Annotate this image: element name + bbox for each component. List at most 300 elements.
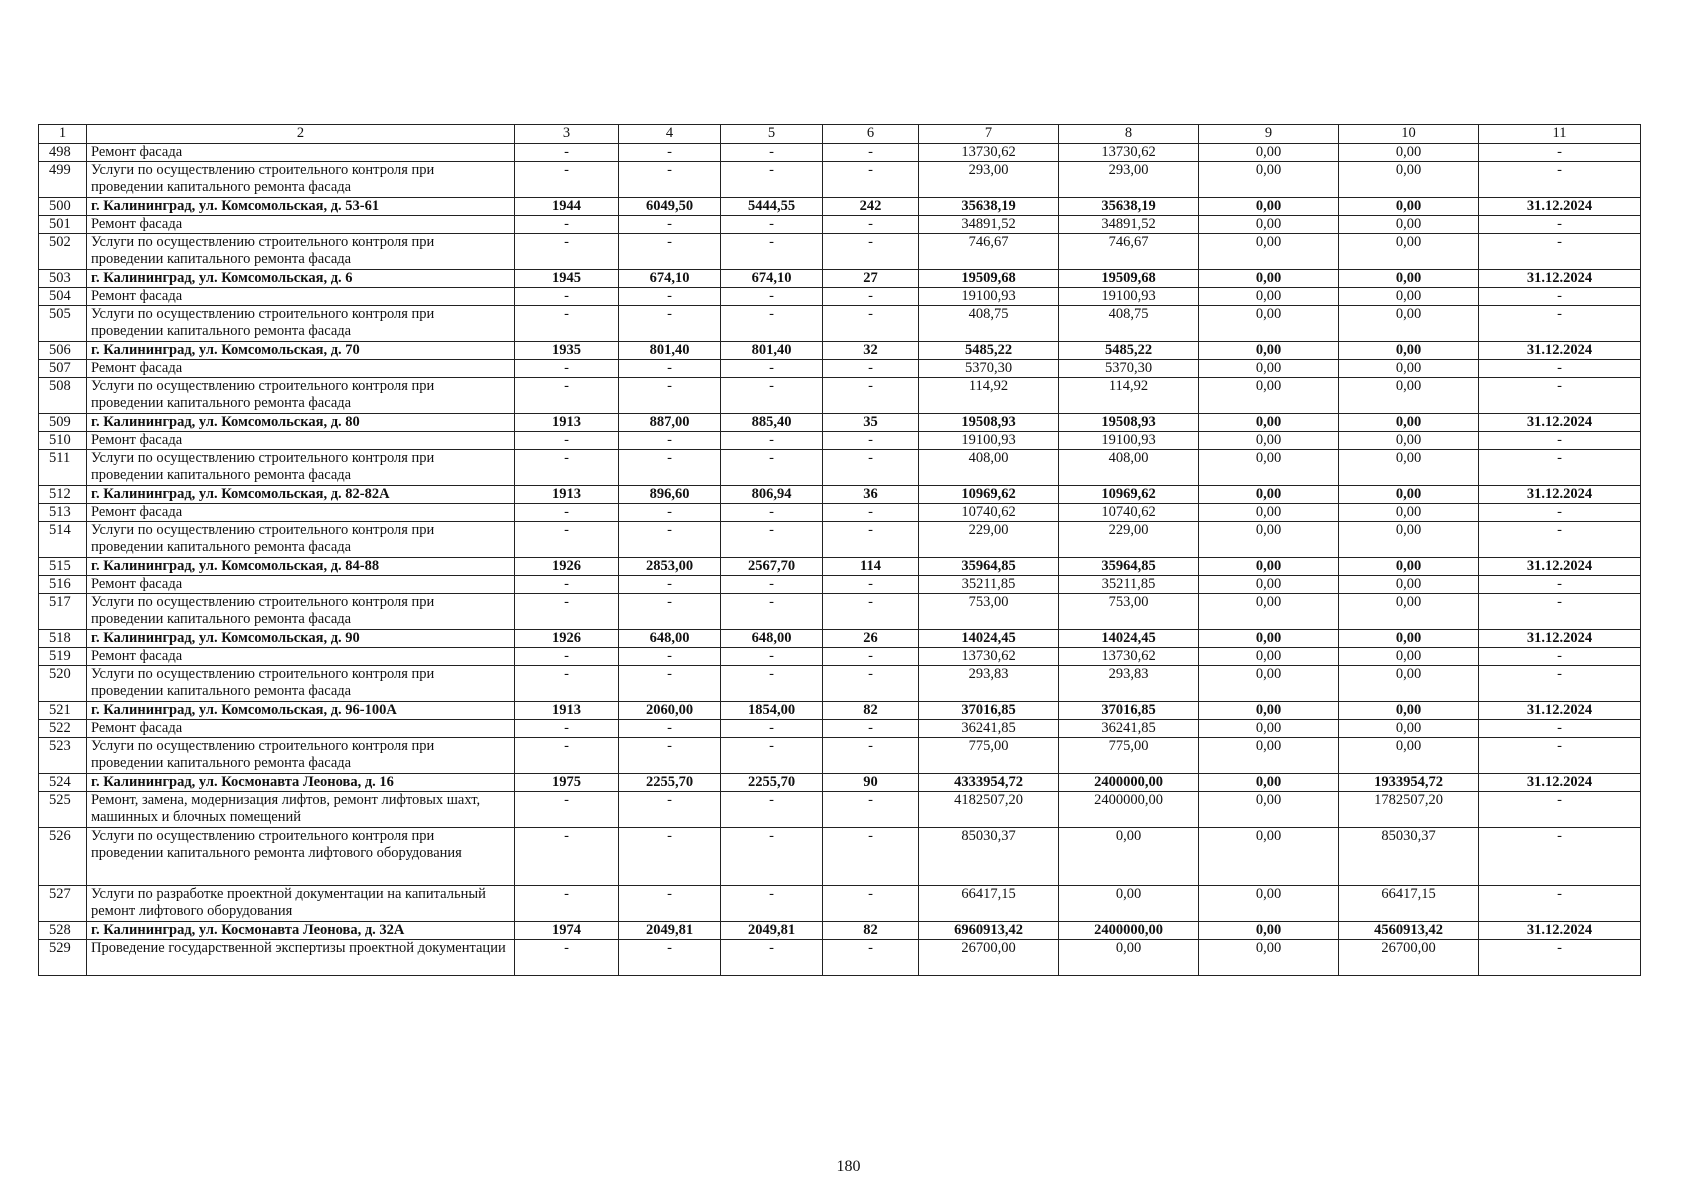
- row-description: Услуги по осуществлению строительного контроля при проведении капитального ремонта фасада: [87, 450, 515, 486]
- cell-col-9: 0,00: [1199, 720, 1339, 738]
- cell-col-11: 31.12.2024: [1479, 558, 1641, 576]
- table-row: [39, 234, 1641, 270]
- row-number: 503: [39, 270, 87, 288]
- cell-col-8: 14024,45: [1059, 630, 1199, 648]
- cell-col-3: -: [515, 522, 619, 558]
- cell-col-5: -: [721, 576, 823, 594]
- cell-col-9: 0,00: [1199, 522, 1339, 558]
- cell-col-3: -: [515, 738, 619, 774]
- cell-col-6: -: [823, 828, 919, 886]
- cell-col-5: -: [721, 216, 823, 234]
- address-row: [39, 774, 1641, 792]
- cell-col-8: 408,75: [1059, 306, 1199, 342]
- cell-col-8: 19508,93: [1059, 414, 1199, 432]
- cell-col-9: 0,00: [1199, 432, 1339, 450]
- cell-col-7: 5485,22: [919, 342, 1059, 360]
- cell-col-11: -: [1479, 738, 1641, 774]
- cell-col-7: 34891,52: [919, 216, 1059, 234]
- cell-col-8: 5370,30: [1059, 360, 1199, 378]
- cell-col-4: -: [619, 720, 721, 738]
- cell-col-3: -: [515, 216, 619, 234]
- cell-col-5: -: [721, 234, 823, 270]
- cell-col-3: -: [515, 234, 619, 270]
- cell-col-4: -: [619, 360, 721, 378]
- cell-col-11: -: [1479, 162, 1641, 198]
- cell-col-9: 0,00: [1199, 486, 1339, 504]
- cell-col-10: 1782507,20: [1339, 792, 1479, 828]
- cell-col-8: 293,83: [1059, 666, 1199, 702]
- row-description: Ремонт фасада: [87, 432, 515, 450]
- cell-col-11: -: [1479, 792, 1641, 828]
- cell-col-9: 0,00: [1199, 792, 1339, 828]
- table-row: [39, 306, 1641, 342]
- row-number: 500: [39, 198, 87, 216]
- cell-col-10: 0,00: [1339, 648, 1479, 666]
- cell-col-7: 13730,62: [919, 648, 1059, 666]
- cell-col-8: 746,67: [1059, 234, 1199, 270]
- cell-col-3: -: [515, 792, 619, 828]
- cell-col-4: -: [619, 378, 721, 414]
- row-description: Ремонт фасада: [87, 144, 515, 162]
- cell-col-6: -: [823, 378, 919, 414]
- cell-col-3: -: [515, 450, 619, 486]
- table-row: [39, 828, 1641, 886]
- address-row: [39, 270, 1641, 288]
- cell-col-6: 242: [823, 198, 919, 216]
- address-row: [39, 702, 1641, 720]
- row-number: 516: [39, 576, 87, 594]
- cell-col-5: 2255,70: [721, 774, 823, 792]
- column-header: 3: [515, 125, 619, 144]
- row-number: 521: [39, 702, 87, 720]
- cell-col-6: -: [823, 216, 919, 234]
- cell-col-7: 746,67: [919, 234, 1059, 270]
- cell-col-4: -: [619, 216, 721, 234]
- cell-col-11: -: [1479, 940, 1641, 976]
- row-description: Услуги по осуществлению строительного контроля при проведении капитального ремонта лифтового оборудования: [87, 828, 515, 886]
- cell-col-9: 0,00: [1199, 922, 1339, 940]
- cell-col-7: 4333954,72: [919, 774, 1059, 792]
- row-description: Ремонт фасада: [87, 576, 515, 594]
- row-description: г. Калининград, ул. Комсомольская, д. 53-61: [87, 198, 515, 216]
- row-description: Услуги по осуществлению строительного контроля при проведении капитального ремонта фасада: [87, 234, 515, 270]
- cell-col-8: 34891,52: [1059, 216, 1199, 234]
- row-number: 517: [39, 594, 87, 630]
- cell-col-5: -: [721, 886, 823, 922]
- cell-col-5: -: [721, 828, 823, 886]
- cell-col-11: -: [1479, 648, 1641, 666]
- cell-col-4: -: [619, 522, 721, 558]
- cell-col-10: 66417,15: [1339, 886, 1479, 922]
- cell-col-4: 896,60: [619, 486, 721, 504]
- cell-col-3: 1974: [515, 922, 619, 940]
- cell-col-8: 19100,93: [1059, 432, 1199, 450]
- cell-col-3: -: [515, 940, 619, 976]
- cell-col-10: 0,00: [1339, 162, 1479, 198]
- cell-col-3: 1913: [515, 414, 619, 432]
- cell-col-4: -: [619, 648, 721, 666]
- row-number: 506: [39, 342, 87, 360]
- cell-col-4: -: [619, 432, 721, 450]
- cell-col-4: 887,00: [619, 414, 721, 432]
- row-number: 499: [39, 162, 87, 198]
- cell-col-7: 4182507,20: [919, 792, 1059, 828]
- cell-col-6: -: [823, 144, 919, 162]
- cell-col-5: 2567,70: [721, 558, 823, 576]
- cell-col-5: -: [721, 720, 823, 738]
- cell-col-10: 0,00: [1339, 702, 1479, 720]
- row-number: 524: [39, 774, 87, 792]
- cell-col-4: -: [619, 144, 721, 162]
- cell-col-4: -: [619, 940, 721, 976]
- row-description: Ремонт фасада: [87, 648, 515, 666]
- cell-col-7: 293,00: [919, 162, 1059, 198]
- table-row: [39, 594, 1641, 630]
- cell-col-3: 1913: [515, 486, 619, 504]
- cell-col-11: 31.12.2024: [1479, 198, 1641, 216]
- cell-col-6: -: [823, 594, 919, 630]
- cell-col-5: -: [721, 504, 823, 522]
- cell-col-11: -: [1479, 216, 1641, 234]
- table-row: [39, 378, 1641, 414]
- row-number: 505: [39, 306, 87, 342]
- cell-col-9: 0,00: [1199, 648, 1339, 666]
- column-header: 5: [721, 125, 823, 144]
- cell-col-3: -: [515, 360, 619, 378]
- row-description: Услуги по осуществлению строительного контроля при проведении капитального ремонта фасада: [87, 522, 515, 558]
- cell-col-7: 66417,15: [919, 886, 1059, 922]
- row-description: г. Калининград, ул. Комсомольская, д. 84-88: [87, 558, 515, 576]
- cell-col-7: 6960913,42: [919, 922, 1059, 940]
- row-description: г. Калининград, ул. Космонавта Леонова, д. 16: [87, 774, 515, 792]
- cell-col-10: 0,00: [1339, 576, 1479, 594]
- table-row: [39, 666, 1641, 702]
- cell-col-4: 2853,00: [619, 558, 721, 576]
- cell-col-11: 31.12.2024: [1479, 774, 1641, 792]
- cell-col-7: 408,75: [919, 306, 1059, 342]
- row-number: 525: [39, 792, 87, 828]
- cell-col-7: 19100,93: [919, 288, 1059, 306]
- cell-col-5: -: [721, 360, 823, 378]
- cell-col-8: 2400000,00: [1059, 922, 1199, 940]
- row-number: 528: [39, 922, 87, 940]
- registry-table-container: [38, 124, 1640, 976]
- cell-col-10: 0,00: [1339, 630, 1479, 648]
- table-row: [39, 886, 1641, 922]
- row-description: Ремонт фасада: [87, 360, 515, 378]
- cell-col-5: -: [721, 306, 823, 342]
- row-description: Ремонт фасада: [87, 504, 515, 522]
- cell-col-10: 85030,37: [1339, 828, 1479, 886]
- cell-col-7: 85030,37: [919, 828, 1059, 886]
- cell-col-9: 0,00: [1199, 162, 1339, 198]
- cell-col-10: 26700,00: [1339, 940, 1479, 976]
- cell-col-5: -: [721, 432, 823, 450]
- cell-col-9: 0,00: [1199, 216, 1339, 234]
- cell-col-6: -: [823, 288, 919, 306]
- cell-col-10: 0,00: [1339, 558, 1479, 576]
- row-description: Услуги по осуществлению строительного контроля при проведении капитального ремонта фасада: [87, 378, 515, 414]
- row-number: 514: [39, 522, 87, 558]
- cell-col-8: 293,00: [1059, 162, 1199, 198]
- cell-col-3: -: [515, 306, 619, 342]
- cell-col-6: -: [823, 522, 919, 558]
- cell-col-7: 14024,45: [919, 630, 1059, 648]
- header-row: [39, 125, 1641, 144]
- cell-col-8: 35964,85: [1059, 558, 1199, 576]
- cell-col-4: -: [619, 306, 721, 342]
- cell-col-4: 6049,50: [619, 198, 721, 216]
- cell-col-4: 2255,70: [619, 774, 721, 792]
- row-number: 513: [39, 504, 87, 522]
- cell-col-7: 229,00: [919, 522, 1059, 558]
- cell-col-10: 1933954,72: [1339, 774, 1479, 792]
- cell-col-9: 0,00: [1199, 774, 1339, 792]
- cell-col-6: -: [823, 450, 919, 486]
- cell-col-8: 114,92: [1059, 378, 1199, 414]
- cell-col-5: 648,00: [721, 630, 823, 648]
- cell-col-6: 82: [823, 702, 919, 720]
- row-number: 526: [39, 828, 87, 886]
- column-header: 4: [619, 125, 721, 144]
- cell-col-8: 35211,85: [1059, 576, 1199, 594]
- row-description: Услуги по осуществлению строительного контроля при проведении капитального ремонта фасада: [87, 162, 515, 198]
- cell-col-3: -: [515, 666, 619, 702]
- cell-col-9: 0,00: [1199, 198, 1339, 216]
- row-number: 502: [39, 234, 87, 270]
- row-description: Услуги по осуществлению строительного контроля при проведении капитального ремонта фасада: [87, 306, 515, 342]
- cell-col-3: 1935: [515, 342, 619, 360]
- cell-col-8: 13730,62: [1059, 144, 1199, 162]
- cell-col-9: 0,00: [1199, 360, 1339, 378]
- cell-col-6: 90: [823, 774, 919, 792]
- cell-col-3: -: [515, 288, 619, 306]
- table-row: [39, 576, 1641, 594]
- cell-col-4: -: [619, 450, 721, 486]
- cell-col-11: 31.12.2024: [1479, 922, 1641, 940]
- cell-col-10: 0,00: [1339, 234, 1479, 270]
- cell-col-11: 31.12.2024: [1479, 486, 1641, 504]
- cell-col-10: 0,00: [1339, 216, 1479, 234]
- cell-col-10: 0,00: [1339, 450, 1479, 486]
- cell-col-5: 806,94: [721, 486, 823, 504]
- cell-col-10: 0,00: [1339, 360, 1479, 378]
- cell-col-4: 2049,81: [619, 922, 721, 940]
- cell-col-9: 0,00: [1199, 630, 1339, 648]
- cell-col-11: 31.12.2024: [1479, 630, 1641, 648]
- row-description: Услуги по осуществлению строительного контроля при проведении капитального ремонта фасада: [87, 666, 515, 702]
- cell-col-5: -: [721, 666, 823, 702]
- cell-col-5: 1854,00: [721, 702, 823, 720]
- cell-col-8: 408,00: [1059, 450, 1199, 486]
- cell-col-10: 0,00: [1339, 342, 1479, 360]
- row-number: 511: [39, 450, 87, 486]
- cell-col-10: 0,00: [1339, 720, 1479, 738]
- cell-col-4: -: [619, 666, 721, 702]
- cell-col-5: 801,40: [721, 342, 823, 360]
- row-number: 512: [39, 486, 87, 504]
- cell-col-9: 0,00: [1199, 306, 1339, 342]
- cell-col-6: 114: [823, 558, 919, 576]
- cell-col-4: -: [619, 828, 721, 886]
- cell-col-4: 2060,00: [619, 702, 721, 720]
- cell-col-4: -: [619, 162, 721, 198]
- cell-col-10: 0,00: [1339, 432, 1479, 450]
- cell-col-9: 0,00: [1199, 666, 1339, 702]
- row-number: 508: [39, 378, 87, 414]
- cell-col-6: -: [823, 306, 919, 342]
- row-description: г. Калининград, ул. Комсомольская, д. 96-100А: [87, 702, 515, 720]
- row-number: 523: [39, 738, 87, 774]
- cell-col-11: 31.12.2024: [1479, 342, 1641, 360]
- cell-col-8: 19100,93: [1059, 288, 1199, 306]
- cell-col-3: 1926: [515, 558, 619, 576]
- cell-col-11: -: [1479, 144, 1641, 162]
- row-number: 498: [39, 144, 87, 162]
- cell-col-7: 5370,30: [919, 360, 1059, 378]
- row-description: Ремонт фасада: [87, 288, 515, 306]
- cell-col-10: 0,00: [1339, 414, 1479, 432]
- cell-col-3: -: [515, 720, 619, 738]
- cell-col-7: 35638,19: [919, 198, 1059, 216]
- cell-col-11: -: [1479, 828, 1641, 886]
- cell-col-9: 0,00: [1199, 288, 1339, 306]
- cell-col-9: 0,00: [1199, 828, 1339, 886]
- cell-col-6: -: [823, 576, 919, 594]
- cell-col-11: -: [1479, 720, 1641, 738]
- cell-col-11: -: [1479, 432, 1641, 450]
- row-description: Ремонт фасада: [87, 720, 515, 738]
- cell-col-6: -: [823, 720, 919, 738]
- table-row: [39, 162, 1641, 198]
- cell-col-4: -: [619, 504, 721, 522]
- table-row: [39, 648, 1641, 666]
- address-row: [39, 630, 1641, 648]
- row-number: 507: [39, 360, 87, 378]
- row-number: 518: [39, 630, 87, 648]
- registry-table: [38, 124, 1641, 976]
- cell-col-7: 10969,62: [919, 486, 1059, 504]
- table-row: [39, 450, 1641, 486]
- cell-col-5: -: [721, 450, 823, 486]
- cell-col-8: 753,00: [1059, 594, 1199, 630]
- cell-col-8: 2400000,00: [1059, 774, 1199, 792]
- cell-col-6: -: [823, 360, 919, 378]
- cell-col-11: -: [1479, 666, 1641, 702]
- row-number: 522: [39, 720, 87, 738]
- cell-col-10: 0,00: [1339, 594, 1479, 630]
- cell-col-10: 0,00: [1339, 738, 1479, 774]
- row-description: Услуги по осуществлению строительного контроля при проведении капитального ремонта фасада: [87, 738, 515, 774]
- cell-col-5: -: [721, 162, 823, 198]
- column-header: 11: [1479, 125, 1641, 144]
- row-number: 501: [39, 216, 87, 234]
- cell-col-3: 1975: [515, 774, 619, 792]
- cell-col-3: -: [515, 576, 619, 594]
- cell-col-9: 0,00: [1199, 270, 1339, 288]
- cell-col-8: 19509,68: [1059, 270, 1199, 288]
- row-number: 510: [39, 432, 87, 450]
- cell-col-9: 0,00: [1199, 886, 1339, 922]
- cell-col-5: -: [721, 594, 823, 630]
- table-row: [39, 738, 1641, 774]
- cell-col-3: -: [515, 162, 619, 198]
- address-row: [39, 342, 1641, 360]
- cell-col-7: 19509,68: [919, 270, 1059, 288]
- cell-col-3: -: [515, 828, 619, 886]
- page-number: 180: [836, 1158, 861, 1175]
- cell-col-6: -: [823, 432, 919, 450]
- column-header: 1: [39, 125, 87, 144]
- cell-col-11: -: [1479, 576, 1641, 594]
- cell-col-5: 885,40: [721, 414, 823, 432]
- cell-col-10: 0,00: [1339, 270, 1479, 288]
- table-row: [39, 522, 1641, 558]
- row-number: 529: [39, 940, 87, 976]
- column-header: 9: [1199, 125, 1339, 144]
- row-number: 527: [39, 886, 87, 922]
- cell-col-9: 0,00: [1199, 576, 1339, 594]
- row-description: Ремонт фасада: [87, 216, 515, 234]
- cell-col-6: -: [823, 162, 919, 198]
- row-description: Проведение государственной экспертизы проектной документации: [87, 940, 515, 976]
- cell-col-4: 674,10: [619, 270, 721, 288]
- cell-col-3: 1945: [515, 270, 619, 288]
- row-description: г. Калининград, ул. Космонавта Леонова, д. 32А: [87, 922, 515, 940]
- cell-col-4: -: [619, 738, 721, 774]
- cell-col-11: -: [1479, 886, 1641, 922]
- cell-col-9: 0,00: [1199, 594, 1339, 630]
- column-header: 6: [823, 125, 919, 144]
- table-row: [39, 144, 1641, 162]
- cell-col-3: -: [515, 432, 619, 450]
- cell-col-9: 0,00: [1199, 378, 1339, 414]
- cell-col-5: -: [721, 738, 823, 774]
- cell-col-9: 0,00: [1199, 702, 1339, 720]
- cell-col-7: 13730,62: [919, 144, 1059, 162]
- address-row: [39, 414, 1641, 432]
- row-description: Ремонт, замена, модернизация лифтов, ремонт лифтовых шахт, машинных и блочных помещений: [87, 792, 515, 828]
- row-description: г. Калининград, ул. Комсомольская, д. 80: [87, 414, 515, 432]
- cell-col-7: 35211,85: [919, 576, 1059, 594]
- cell-col-3: 1944: [515, 198, 619, 216]
- cell-col-9: 0,00: [1199, 504, 1339, 522]
- cell-col-9: 0,00: [1199, 144, 1339, 162]
- cell-col-10: 0,00: [1339, 666, 1479, 702]
- cell-col-11: 31.12.2024: [1479, 414, 1641, 432]
- cell-col-8: 5485,22: [1059, 342, 1199, 360]
- cell-col-9: 0,00: [1199, 738, 1339, 774]
- cell-col-11: 31.12.2024: [1479, 270, 1641, 288]
- cell-col-8: 775,00: [1059, 738, 1199, 774]
- row-number: 515: [39, 558, 87, 576]
- row-number: 519: [39, 648, 87, 666]
- cell-col-10: 0,00: [1339, 378, 1479, 414]
- cell-col-4: -: [619, 886, 721, 922]
- cell-col-8: 37016,85: [1059, 702, 1199, 720]
- cell-col-7: 293,83: [919, 666, 1059, 702]
- row-description: г. Калининград, ул. Комсомольская, д. 70: [87, 342, 515, 360]
- cell-col-11: -: [1479, 288, 1641, 306]
- cell-col-8: 35638,19: [1059, 198, 1199, 216]
- column-header: 2: [87, 125, 515, 144]
- table-row: [39, 504, 1641, 522]
- cell-col-7: 26700,00: [919, 940, 1059, 976]
- cell-col-6: -: [823, 738, 919, 774]
- cell-col-5: -: [721, 940, 823, 976]
- cell-col-4: 648,00: [619, 630, 721, 648]
- cell-col-3: -: [515, 504, 619, 522]
